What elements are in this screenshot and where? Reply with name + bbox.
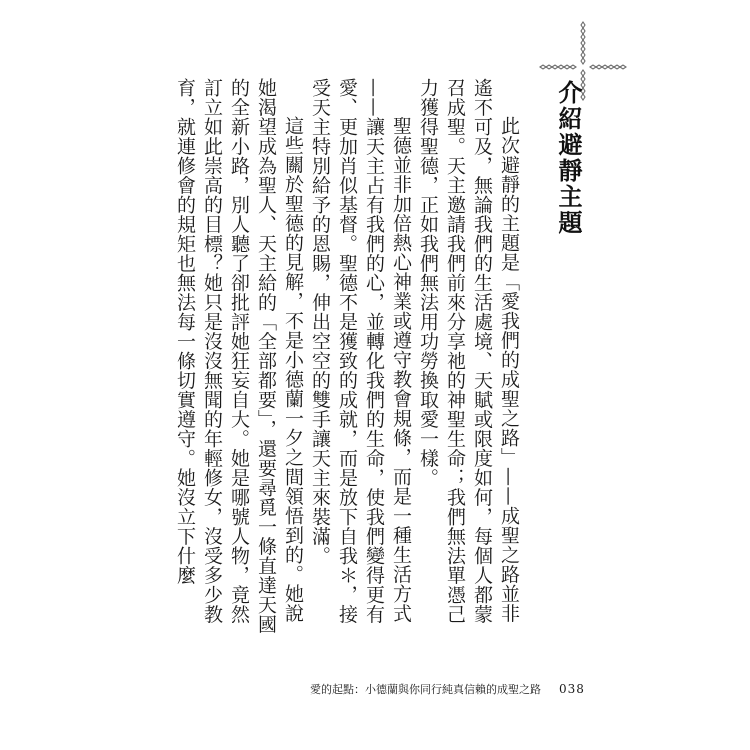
section-title: 介紹避靜主題 [554, 80, 582, 236]
paragraph: 這些關於聖德的見解，不是小德蘭一夕之間領悟到的。她說她渴望成為聖人、天主給的「全部都要」，還要尋覓一條直達天國的全新小路，別人聽了卻批評她狂妄自大。她是哪號人物，竟然訂立如此崇高的目標？她只是沒沒無聞的年輕修女，沒受多少教育，就連修會的規矩也無法每一條切實遵守。她沒立下什麼 [174, 78, 304, 634]
paragraph: 聖德並非加倍熱心神業或遵守教會規條，而是一種生活方式——讓天主占有我們的心，並轉化我們的生命，使我們變得更有愛、更加肖似基督。聖德不是獲致的成就，而是放下自我＊，接受天主特別給予的恩賜，伸出空空的雙手讓天主來裝滿。 [309, 78, 412, 624]
page-number: 038 [559, 682, 585, 696]
body-text [171, 78, 522, 638]
running-book-title: 愛的起點：小德蘭與你同行純真信賴的成聖之路 [310, 683, 541, 696]
page-footer [310, 679, 630, 699]
paragraph: 此次避靜的主題是「愛我們的成聖之路」——成聖之路並非遙不可及，無論我們的生活處境、天賦或限度如何，每個人都蒙召成聖。天主邀請我們前來分享祂的神聖生命；我們無法單憑己力獲得聖德，正如我們無法用功勞換取愛一樣。 [417, 78, 520, 624]
